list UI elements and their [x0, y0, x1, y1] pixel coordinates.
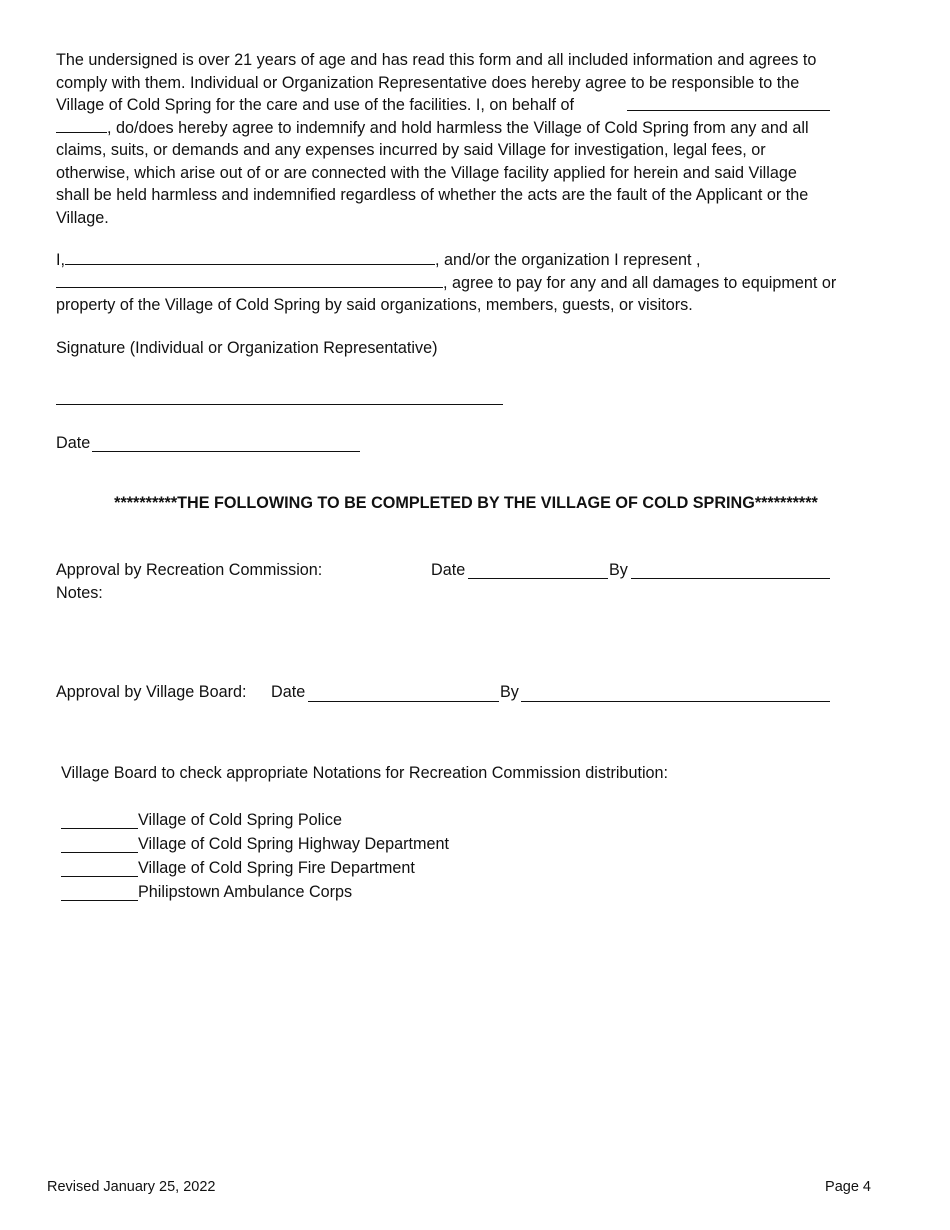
board-date-field[interactable] — [308, 701, 499, 702]
board-approval-label: Approval by Village Board: — [56, 683, 247, 701]
board-by-label: By — [500, 683, 519, 701]
notation-ambulance-label: Philipstown Ambulance Corps — [138, 883, 353, 901]
notation-fire-label: Village of Cold Spring Fire Department — [138, 859, 415, 877]
board-date-label: Date — [271, 683, 306, 701]
board-by-field[interactable] — [521, 701, 830, 702]
notation-checkline-ambulance[interactable] — [61, 900, 138, 901]
indemnity-line: otherwise, which arise out of or are connected with the Village facility applied for herein and said Village — [56, 163, 797, 182]
notation-checkline-highway[interactable] — [61, 852, 138, 853]
indemnity-line: Village of Cold Spring for the care and use of the facilities. I, on behalf of — [56, 96, 575, 114]
representative-name-field[interactable] — [65, 249, 435, 265]
signature-field[interactable] — [56, 404, 503, 405]
damages-line: , agree to pay for any and all damages to equipment or — [56, 272, 876, 295]
notation-checkline-fire[interactable] — [61, 876, 138, 877]
rec-by-label: By — [609, 561, 628, 579]
rec-approval-label: Approval by Recreation Commission: — [56, 561, 323, 579]
indemnity-line: Village. — [56, 208, 109, 227]
rec-date-field[interactable] — [468, 578, 608, 579]
page-number: Page 4 — [825, 1179, 871, 1195]
indemnity-line: comply with them. Individual or Organization Representative does hereby agree to be responsible to the — [56, 73, 800, 92]
damages-line: I, , and/or the organization I represent , — [56, 251, 701, 269]
rec-date-label: Date — [431, 561, 466, 579]
notation-police-label: Village of Cold Spring Police — [138, 811, 342, 829]
village-section-heading: **********THE FOLLOWING TO BE COMPLETED BY THE VILLAGE OF COLD SPRING********** — [114, 494, 818, 512]
indemnity-line: The undersigned is over 21 years of age and has read this form and all included information and agrees to — [56, 51, 817, 69]
date-field[interactable] — [92, 451, 360, 452]
notation-highway-label: Village of Cold Spring Highway Department — [138, 835, 450, 853]
indemnity-line: shall be held harmless and indemnified regardless of whether the acts are the fault of the Applicant or the — [56, 186, 809, 204]
indemnity-paragraph — [56, 49, 876, 229]
damages-line: property of the Village of Cold Spring by said organizations, members, guests, or visitors. — [56, 296, 693, 314]
signature-label: Signature (Individual or Organization Representative) — [56, 339, 438, 357]
rec-by-field[interactable] — [631, 578, 830, 579]
indemnity-line: claims, suits, or demands and any expenses incurred by said Village for investigation, legal fees, or — [56, 141, 766, 159]
notation-checkline-police[interactable] — [61, 828, 138, 829]
indemnity-line: , do/does hereby agree to indemnify and hold harmless the Village of Cold Spring from any and all — [56, 117, 876, 140]
date-label: Date — [56, 434, 91, 452]
revision-date: Revised January 25, 2022 — [47, 1179, 216, 1195]
represented-organization-field[interactable] — [56, 272, 443, 288]
organization-name-field-cont[interactable] — [56, 117, 107, 133]
notations-intro: Village Board to check appropriate Notations for Recreation Commission distribution: — [61, 764, 669, 782]
organization-name-field[interactable] — [627, 110, 830, 111]
damages-paragraph — [56, 249, 876, 317]
notes-label: Notes: — [56, 584, 103, 602]
